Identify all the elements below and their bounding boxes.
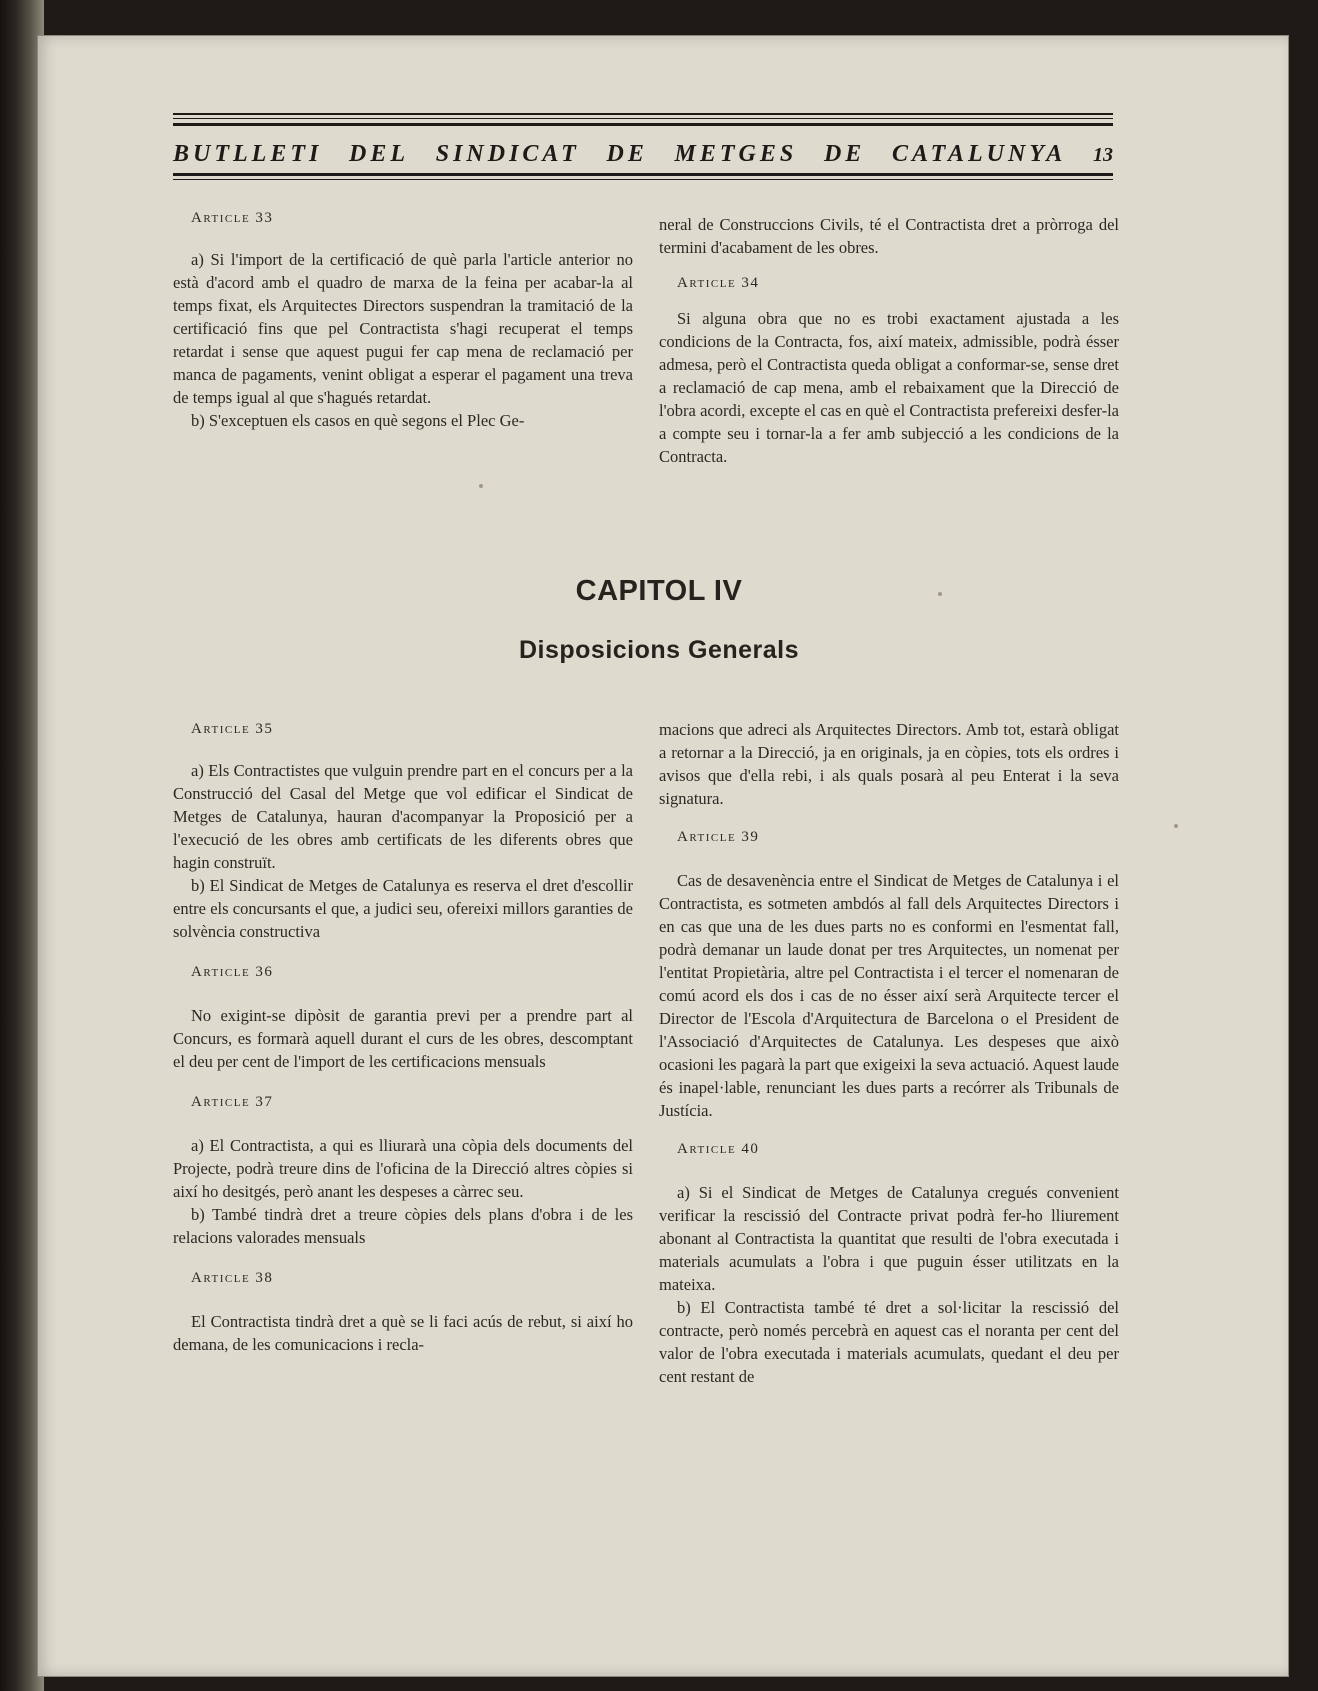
chapter-title: CAPITOL IV xyxy=(575,575,743,607)
header-rule xyxy=(173,118,1113,119)
header-rule xyxy=(173,173,1113,176)
paper-speck xyxy=(1174,824,1178,828)
page-number: 13 xyxy=(1092,144,1113,166)
top-right-column xyxy=(659,213,1119,468)
header-word: BUTLLETI xyxy=(173,141,323,167)
header-word: DEL xyxy=(349,141,410,167)
header-word: CATALUNYA xyxy=(891,141,1067,167)
article-heading: Article 36 xyxy=(191,964,274,980)
header-rule xyxy=(173,113,1113,115)
header-word: METGES xyxy=(674,141,798,167)
article-heading: Article 38 xyxy=(191,1270,274,1286)
running-header xyxy=(173,113,1113,173)
paragraph: a) Si el Sindicat de Metges de Catalunya cregués convenient verificar la rescissió del Contracte privat podrà fer-ho lliurement abonant al Contractista la quantitat que resulti de l'obra executada i materials acumulats a l'obra i que puguin ésser utilitzats en la mateixa. xyxy=(659,1183,1119,1294)
paper-speck xyxy=(479,484,483,488)
article-heading: Article 40 xyxy=(677,1141,760,1157)
article-heading: Article 33 xyxy=(191,210,274,226)
header-rule xyxy=(173,179,1113,180)
bottom-right-column xyxy=(659,718,1119,1388)
article-heading: Article 37 xyxy=(191,1094,274,1110)
article-heading: Article 34 xyxy=(677,275,760,291)
article-heading: Article 35 xyxy=(191,721,274,737)
top-left-column xyxy=(173,207,633,432)
chapter-subtitle: Disposicions Generals xyxy=(518,636,800,664)
header-word: DE xyxy=(823,141,866,167)
paragraph: No exigint-se dipòsit de garantia previ per a prendre part al Concurs, es formarà aquell durant el curs de les obres, descomptant el deu per cent de l'import de les certificacions mensuals xyxy=(173,1006,633,1071)
paragraph-continuation: macions que adreci als Arquitectes Directors. Amb tot, estarà obligat a retornar a la Direcció, ja en originals, ja en còpies, tots els ordres i avisos que d'ella rebi, i als quals posarà al peu Enterat i la seva signatura. xyxy=(659,720,1119,808)
journal-title xyxy=(173,141,1113,171)
bottom-left-column xyxy=(173,718,633,1356)
paragraph-continuation: neral de Construccions Civils, té el Contractista dret a pròrroga del termini d'acabament de les obres. xyxy=(659,215,1119,257)
paragraph: El Contractista tindrà dret a què se li faci acús de rebut, si així ho demana, de les comunicacions i recla- xyxy=(173,1312,633,1354)
header-word: SINDICAT xyxy=(435,141,580,167)
paragraph: b) També tindrà dret a treure còpies dels plans d'obra i de les relacions valorades mensuals xyxy=(173,1205,633,1247)
paragraph: Si alguna obra que no es trobi exactament ajustada a les condicions de la Contracta, fos, així mateix, admissible, podrà ésser admesa, però el Contractista queda obligat a conformar-se, sense dret a reclamació de cap mena, amb el rebaixament que la Direcció de l'obra acordi, excepte el cas en què el Contractista prefereixi desfer-la a compte seu i tornar-la a fer amb subjecció a les condicions de la Contracta. xyxy=(659,309,1119,466)
header-word: DE xyxy=(606,141,648,167)
paragraph: a) El Contractista, a qui es lliurarà una còpia dels documents del Projecte, podrà treure dins de l'oficina de la Direcció altres còpies si així ho desitgés, però anant les despeses a càrrec seu. xyxy=(173,1136,633,1201)
paragraph: Cas de desavenència entre el Sindicat de Metges de Catalunya i el Contractista, es sotmeten ambdós al fall dels Arquitectes Directors i en cas que una de les dues parts no es conformi en l'esmentat fall, podrà demanar un laude donat per tres Arquitectes, un nomenat per l'entitat Propietària, altre pel Contractista i el tercer el nomenaran de comú acord els dos i cas de no ésser així serà Arquitecte tercer el Director de l'Escola d'Arquitectura de Barcelona o el President de l'Associació d'Arquitectes de Catalunya. Les despeses que això ocasioni les pagarà la part que exigeixi la seva actuació. Aquest laude és inapel·lable, renunciant les dues parts a recórrer als Tribunals de Justícia. xyxy=(659,871,1119,1120)
article-heading: Article 39 xyxy=(677,829,760,845)
paragraph: b) El Sindicat de Metges de Catalunya es reserva el dret d'escollir entre els concursants el que, a judici seu, ofereixi millors garanties de solvència constructiva xyxy=(173,876,633,941)
paragraph: a) Els Contractistes que vulguin prendre part en el concurs per a la Construcció del Casal del Metge que vol edificar el Sindicat de Metges de Catalunya, hauran d'acompanyar la Proposició per a l'execució de les obres amb certificats de les diferents obres que hagin construït. xyxy=(173,761,633,872)
paragraph: b) S'exceptuen els casos en què segons el Plec Ge- xyxy=(191,411,525,430)
paragraph: b) El Contractista també té dret a sol·licitar la rescissió del contracte, però només percebrà en aquest cas el noranta per cent del valor de l'obra executada i materials acumulats, quedant el deu per cent restant de xyxy=(659,1298,1119,1386)
paragraph: a) Si l'import de la certificació de què parla l'article anterior no està d'acord amb el quadro de marxa de la feina per acabar-la al temps fixat, els Arquitectes Directors suspendran la tramitació de la certificació fins que pel Contractista s'hagi recuperat el temps retardat i sense que aquest pugui fer cap mena de reclamació per manca de pagaments, venint obligat a esperar el pagament una treva de temps igual al que s'hagués retardat. xyxy=(173,250,633,407)
header-rule xyxy=(173,123,1113,126)
